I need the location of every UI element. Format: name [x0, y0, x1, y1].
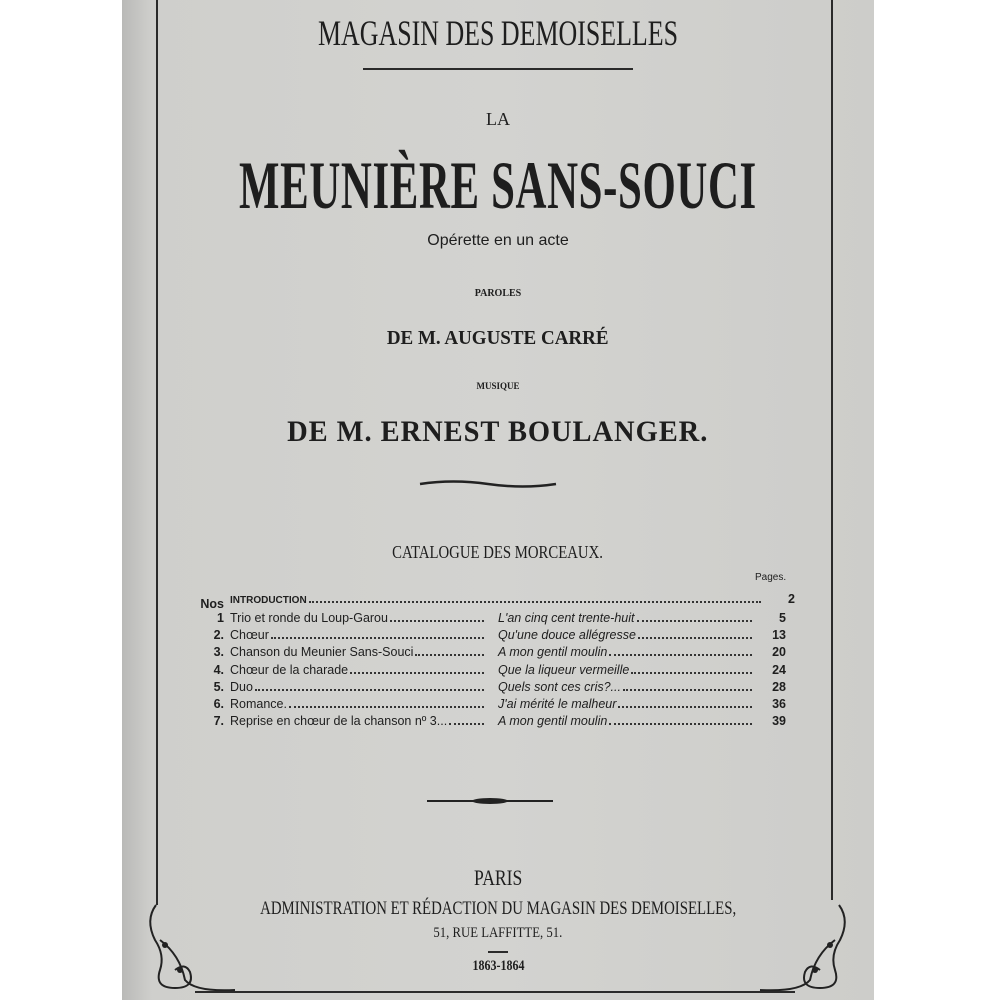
page-number: 39	[772, 714, 786, 729]
item-title: Reprise en chœur de la chanson nº 3...	[230, 714, 448, 729]
item-number: 7.	[213, 714, 224, 729]
page-number: 5	[779, 611, 786, 625]
item-number: Nos 1	[200, 597, 224, 625]
item-incipit: A mon gentil moulin	[498, 645, 608, 660]
imprint-dash	[488, 951, 508, 953]
page-number: 20	[772, 645, 786, 660]
page-title: MEUNIÈRE SANS-SOUCI	[239, 147, 757, 223]
table-row	[190, 677, 795, 694]
librettist: DE M. AUGUSTE CARRÉ	[387, 327, 609, 349]
corner-flourish-left-icon	[140, 900, 240, 995]
imprint-publisher: ADMINISTRATION ET RÉDACTION DU MAGASIN DES DEMOISELLES,	[259, 898, 737, 919]
header-rule	[363, 68, 633, 70]
page-number: 36	[772, 697, 786, 711]
right-border-rule	[831, 0, 833, 900]
item-incipit: Quels sont ces cris?...	[498, 679, 621, 694]
item-title: Romance.	[230, 697, 287, 711]
imprint-years: 1863-1864	[472, 958, 524, 974]
left-border-rule	[156, 0, 158, 905]
catalogue-heading: CATALOGUE DES MORCEAUX.	[392, 542, 604, 562]
imprint-address: 51, RUE LAFFITTE, 51.	[433, 925, 563, 941]
pages-label: Pages.	[755, 572, 787, 583]
item-incipit: Que la liqueur vermeille	[498, 662, 630, 677]
item-number: 5.	[213, 679, 224, 694]
item-incipit: A mon gentil moulin	[498, 714, 608, 729]
table-row	[190, 642, 795, 659]
item-incipit: L'an cinq cent trente-huit	[498, 611, 635, 625]
page-number: 24	[772, 662, 786, 677]
table-row	[190, 625, 795, 642]
page-number: 28	[772, 679, 786, 694]
imprint-city: PARIS	[473, 865, 523, 890]
item-title: Chanson du Meunier Sans-Souci	[230, 645, 414, 660]
bottom-rule	[195, 991, 795, 993]
musique-label: MUSIQUE	[476, 381, 520, 391]
subtitle: Opérette en un acte	[427, 232, 569, 249]
table-row	[190, 589, 795, 606]
item-title: Trio et ronde du Loup-Garou	[230, 611, 388, 625]
ornament-divider-icon	[418, 478, 558, 490]
item-number: 6.	[213, 697, 224, 711]
series-title: MAGASIN DES DEMOISELLES	[317, 13, 678, 53]
item-number: 4.	[213, 662, 224, 677]
corner-flourish-right-icon	[755, 900, 855, 995]
page-number: 2	[788, 592, 795, 606]
item-incipit: Qu'une douce allégresse	[498, 628, 636, 643]
ornament-divider-icon	[425, 795, 555, 807]
intro-title: INTRODUCTION	[230, 595, 307, 606]
item-title: Chœur de la charade	[230, 662, 349, 677]
item-number: 3.	[213, 645, 224, 660]
item-title: Chœur	[230, 628, 269, 643]
page-number: 13	[772, 628, 786, 643]
item-incipit: J'ai mérité le malheur	[498, 697, 617, 711]
article: LA	[486, 109, 510, 129]
table-row	[190, 711, 795, 728]
table-row	[190, 660, 795, 677]
composer: DE M. ERNEST BOULANGER.	[287, 415, 709, 448]
table-row	[190, 694, 795, 711]
paroles-label: PAROLES	[474, 288, 522, 299]
item-number: 2.	[213, 628, 224, 643]
item-title: Duo	[230, 679, 253, 694]
